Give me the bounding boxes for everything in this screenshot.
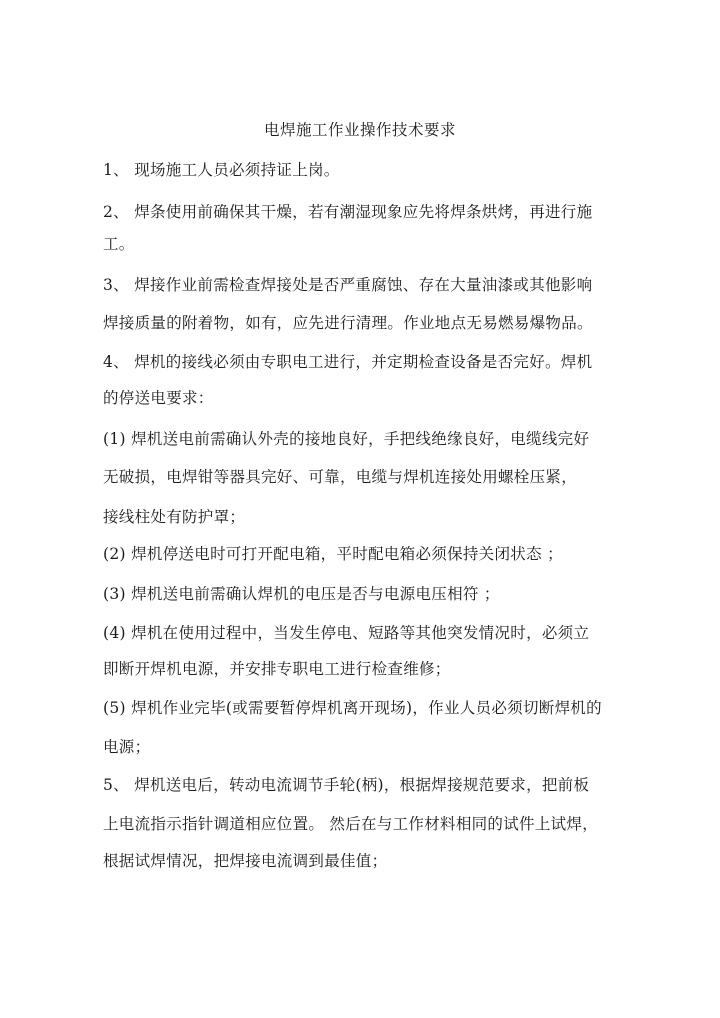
document-title: 电焊施工作业操作技术要求 — [263, 121, 456, 139]
text-line-5: 焊接质量的附着物，如有，应先进行清理。作业地点无易燃易爆物品。 — [103, 314, 593, 332]
text-line-11: (2) 焊机停送电时可打开配电箱，平时配电箱必须保持关闭状态 ； — [103, 545, 563, 563]
text-line-3: 工。 — [103, 235, 135, 253]
text-line-16: 电源； — [103, 738, 151, 756]
text-line-19: 根据试焊情况，把焊接电流调到最佳值； — [103, 852, 388, 870]
text-line-17: 5、 焊机送电后，转动电流调节手轮(柄)，根据焊接规范要求，把前板 — [103, 776, 590, 794]
text-line-18: 上电流指示指针调道相应位置。 然后在与工作材料相同的试件上试焊， — [103, 815, 599, 833]
text-line-12: (3) 焊机送电前需确认焊机的电压是否与电源电压相符 ； — [103, 585, 500, 603]
text-line-8: (1) 焊机送电前需确认外壳的接地良好，手把线绝缘良好，电缆线完好 — [103, 430, 590, 448]
text-line-10: 接线柱处有防护罩； — [103, 508, 246, 526]
text-line-1: 1、 现场施工人员必须持证上岗。 — [103, 161, 340, 179]
text-line-4: 3、 焊接作业前需检查焊接处是否严重腐蚀、存在大量油漆或其他影响 — [103, 276, 593, 294]
text-line-6: 4、 焊机的接线必须由专职电工进行，并定期检查设备是否完好。焊机 — [103, 353, 593, 371]
text-line-14: 即断开焊机电源，并安排专职电工进行检查维修； — [103, 660, 451, 678]
text-line-9: 无破损，电焊钳等器具完好、可靠，电缆与焊机连接处用螺栓压紧， — [103, 468, 578, 486]
text-line-13: (4) 焊机在使用过程中，当发生停电、短路等其他突发情况时，必须立 — [103, 624, 590, 642]
text-line-15: (5) 焊机作业完毕(或需要暂停焊机离开现场)，作业人员必须切断焊机的 — [103, 699, 602, 717]
text-line-2: 2、 焊条使用前确保其干燥，若有潮湿现象应先将焊条烘烤，再进行施 — [103, 203, 593, 221]
text-line-7: 的停送电要求： — [103, 389, 214, 407]
